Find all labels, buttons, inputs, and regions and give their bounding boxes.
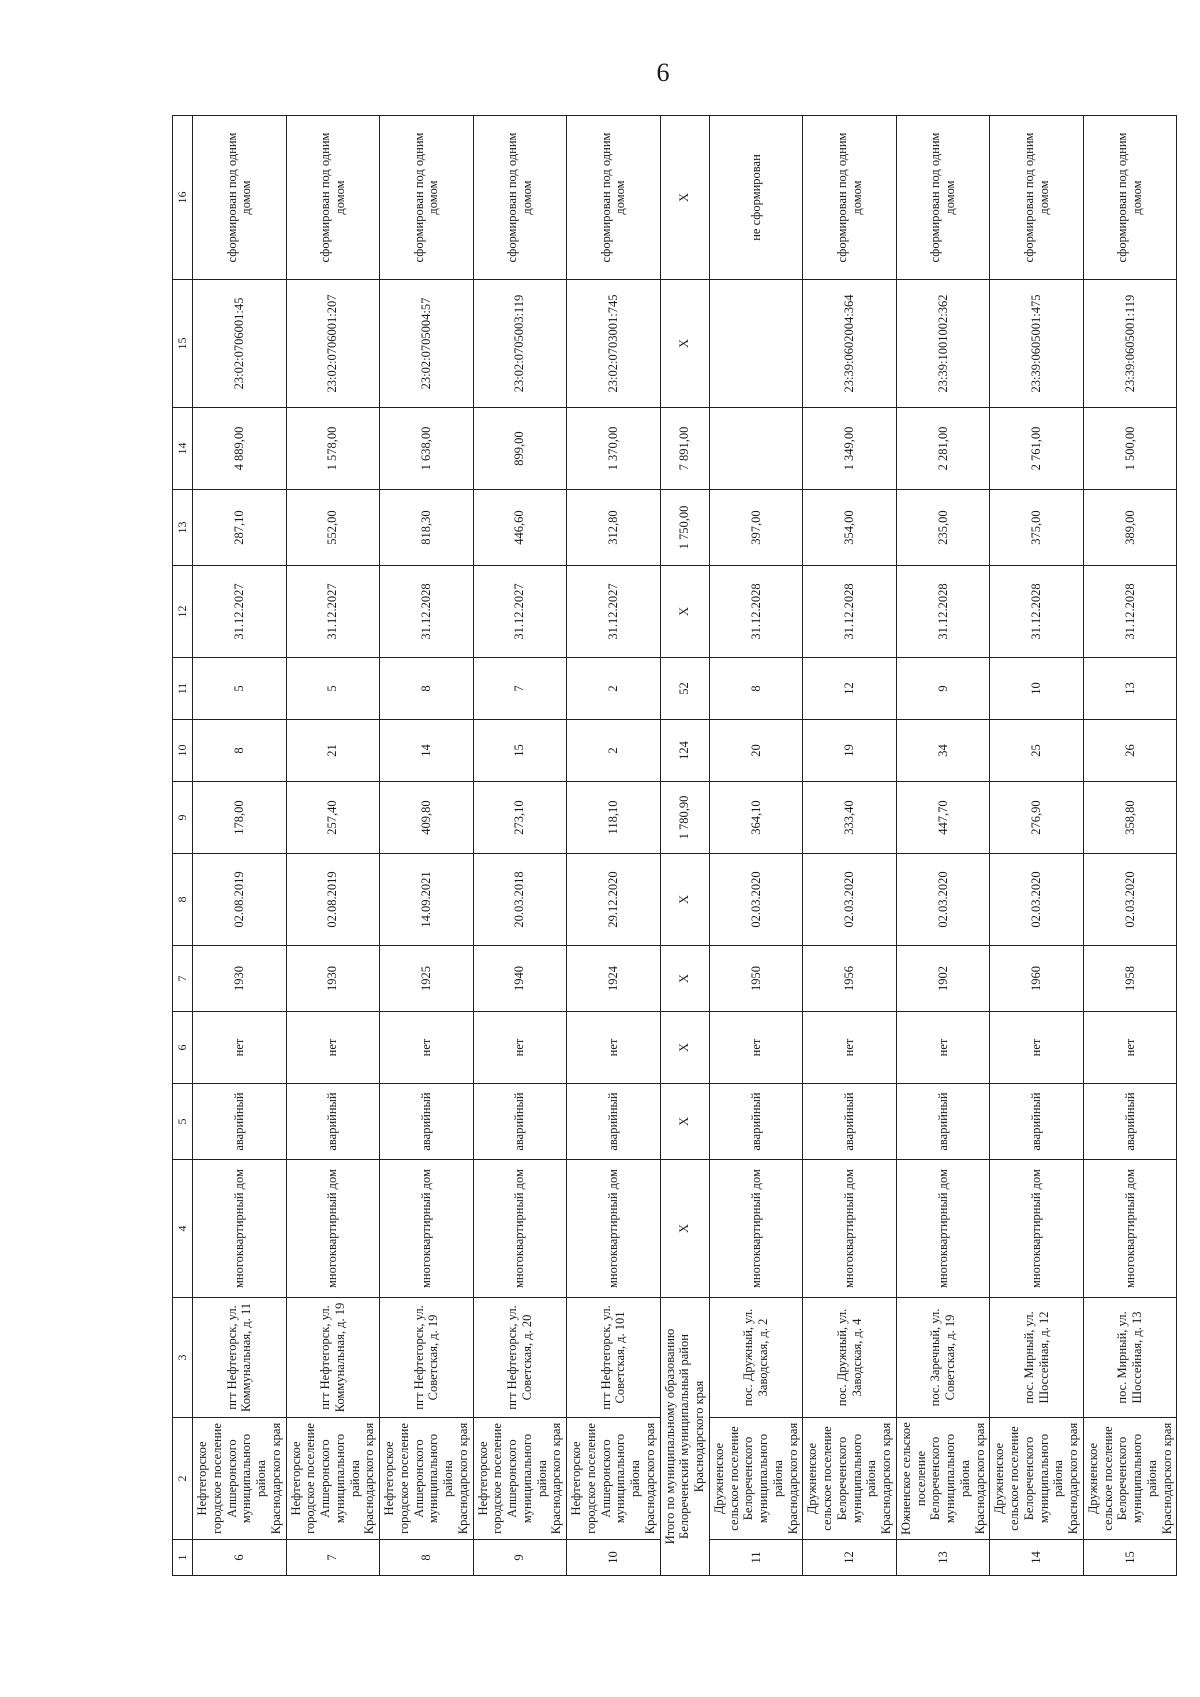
total-cell-col-10: 124 — [660, 720, 709, 782]
table-cell-col-15: 23:02:0703001:745 — [567, 280, 661, 408]
table-cell-col-3: пгт Нефтегорск, ул. Советская, д. 20 — [473, 1298, 567, 1418]
column-number-2: 2 — [173, 1418, 193, 1540]
table-cell-col-15 — [709, 280, 803, 408]
table-cell-col-8: 02.03.2020 — [709, 854, 803, 946]
rotated-table-container — [172, 116, 1174, 1576]
table-cell-col-5: аварийный — [286, 1084, 380, 1160]
column-number-14: 14 — [173, 408, 193, 490]
table-cell-col-14: 1 638,00 — [380, 408, 474, 490]
table-cell-col-2: Дружненское сельское поселение Белореченского муниципального района Краснодарского края — [803, 1418, 897, 1540]
table-cell-col-3: пгт Нефтегорск, ул. Советская, д. 19 — [380, 1298, 474, 1418]
table-cell-col-7: 1956 — [803, 946, 897, 1012]
table-cell-col-1: 10 — [567, 1540, 661, 1576]
total-cell-col-6: X — [660, 1012, 709, 1084]
table-cell-col-2: Нефтегорское городское поселение Апшеронского муниципального района Краснодарского края — [286, 1418, 380, 1540]
table-cell-col-1: 9 — [473, 1540, 567, 1576]
table-cell-col-16: сформирован под одним домом — [473, 116, 567, 280]
table-cell-col-1: 14 — [990, 1540, 1084, 1576]
total-cell-col-11: 52 — [660, 658, 709, 720]
table-cell-col-11: 12 — [803, 658, 897, 720]
table-cell-col-12: 31.12.2028 — [1083, 566, 1177, 658]
table-cell-col-3: пос. Мирный, ул. Шоссейная, д. 12 — [990, 1298, 1084, 1418]
column-number-row — [173, 116, 193, 1576]
table-cell-col-12: 31.12.2027 — [286, 566, 380, 658]
table-cell-col-16: сформирован под одним домом — [380, 116, 474, 280]
table-cell-col-3: пос. Заречный, ул. Советская, д. 19 — [896, 1298, 990, 1418]
table-cell-col-12: 31.12.2028 — [709, 566, 803, 658]
table-cell-col-6: нет — [803, 1012, 897, 1084]
table-cell-col-12: 31.12.2027 — [193, 566, 287, 658]
table-cell-col-16: сформирован под одним домом — [803, 116, 897, 280]
table-cell-col-13: 552,00 — [286, 490, 380, 566]
total-cell-col-15: X — [660, 280, 709, 408]
table-cell-col-15: 23:02:0706001:45 — [193, 280, 287, 408]
table-row — [567, 116, 661, 1576]
table-cell-col-3: пгт Нефтегорск, ул. Коммунальная, д. 11 — [193, 1298, 287, 1418]
table-cell-col-7: 1924 — [567, 946, 661, 1012]
column-number-13: 13 — [173, 490, 193, 566]
table-cell-col-13: 389,00 — [1083, 490, 1177, 566]
table-cell-col-10: 8 — [193, 720, 287, 782]
table-cell-col-2: Южненское сельское поселение Белореченского муниципального района Краснодарского края — [896, 1418, 990, 1540]
table-cell-col-16: сформирован под одним домом — [567, 116, 661, 280]
table-cell-col-7: 1930 — [286, 946, 380, 1012]
table-cell-col-10: 21 — [286, 720, 380, 782]
table-cell-col-8: 02.03.2020 — [803, 854, 897, 946]
table-cell-col-15: 23:02:0705003:119 — [473, 280, 567, 408]
table-cell-col-14: 899,00 — [473, 408, 567, 490]
table-cell-col-1: 7 — [286, 1540, 380, 1576]
table-cell-col-15: 23:39:0605001:475 — [990, 280, 1084, 408]
table-cell-col-14: 1 370,00 — [567, 408, 661, 490]
table-cell-col-13: 397,00 — [709, 490, 803, 566]
table-cell-col-14 — [709, 408, 803, 490]
total-cell-col-8: X — [660, 854, 709, 946]
column-number-5: 5 — [173, 1084, 193, 1160]
table-cell-col-4: многоквартирный дом — [193, 1160, 287, 1298]
table-cell-col-4: многоквартирный дом — [473, 1160, 567, 1298]
table-cell-col-11: 8 — [380, 658, 474, 720]
table-cell-col-4: многоквартирный дом — [803, 1160, 897, 1298]
table-cell-col-5: аварийный — [567, 1084, 661, 1160]
table-cell-col-10: 25 — [990, 720, 1084, 782]
total-row — [660, 116, 709, 1576]
column-number-6: 6 — [173, 1012, 193, 1084]
table-cell-col-15: 23:39:1001002:362 — [896, 280, 990, 408]
column-number-9: 9 — [173, 782, 193, 854]
table-row — [473, 116, 567, 1576]
table-cell-col-1: 8 — [380, 1540, 474, 1576]
total-cell-col-12: X — [660, 566, 709, 658]
table-cell-col-12: 31.12.2027 — [473, 566, 567, 658]
column-number-10: 10 — [173, 720, 193, 782]
table-cell-col-7: 1958 — [1083, 946, 1177, 1012]
table-cell-col-15: 23:02:0705004:57 — [380, 280, 474, 408]
table-cell-col-7: 1930 — [193, 946, 287, 1012]
table-cell-col-8: 02.08.2019 — [193, 854, 287, 946]
total-cell-col-4: X — [660, 1160, 709, 1298]
total-cell-col-7: X — [660, 946, 709, 1012]
table-cell-col-12: 31.12.2028 — [803, 566, 897, 658]
table-cell-col-5: аварийный — [896, 1084, 990, 1160]
table-cell-col-13: 235,00 — [896, 490, 990, 566]
total-row-label: Итого по муниципальному образованию Белореченский муниципальный район Краснодарского края — [660, 1298, 709, 1576]
table-cell-col-6: нет — [896, 1012, 990, 1084]
table-cell-col-10: 19 — [803, 720, 897, 782]
total-cell-col-14: 7 891,00 — [660, 408, 709, 490]
table-cell-col-11: 7 — [473, 658, 567, 720]
table-cell-col-13: 818,30 — [380, 490, 474, 566]
table-cell-col-4: многоквартирный дом — [990, 1160, 1084, 1298]
table-cell-col-4: многоквартирный дом — [567, 1160, 661, 1298]
table-cell-col-14: 1 578,00 — [286, 408, 380, 490]
table-cell-col-11: 5 — [286, 658, 380, 720]
table-cell-col-11: 5 — [193, 658, 287, 720]
table-cell-col-2: Нефтегорское городское поселение Апшеронского муниципального района Краснодарского края — [567, 1418, 661, 1540]
column-number-15: 15 — [173, 280, 193, 408]
table-cell-col-16: сформирован под одним домом — [990, 116, 1084, 280]
table-cell-col-5: аварийный — [990, 1084, 1084, 1160]
table-cell-col-6: нет — [380, 1012, 474, 1084]
table-cell-col-16: сформирован под одним домом — [896, 116, 990, 280]
table-cell-col-10: 15 — [473, 720, 567, 782]
table-cell-col-14: 1 349,00 — [803, 408, 897, 490]
table-cell-col-3: пгт Нефтегорск, ул. Коммунальная, д. 19 — [286, 1298, 380, 1418]
table-cell-col-8: 14.09.2021 — [380, 854, 474, 946]
table-row — [380, 116, 474, 1576]
table-cell-col-13: 287,10 — [193, 490, 287, 566]
table-cell-col-4: многоквартирный дом — [896, 1160, 990, 1298]
table-cell-col-13: 354,00 — [803, 490, 897, 566]
page-number: 6 — [656, 58, 670, 87]
column-number-11: 11 — [173, 658, 193, 720]
table-cell-col-3: пос. Мирный, ул. Шоссейная, д. 13 — [1083, 1298, 1177, 1418]
table-cell-col-11: 13 — [1083, 658, 1177, 720]
table-cell-col-9: 257,40 — [286, 782, 380, 854]
table-cell-col-10: 14 — [380, 720, 474, 782]
column-number-8: 8 — [173, 854, 193, 946]
table-cell-col-3: пос. Дружный, ул. Заводская, д. 4 — [803, 1298, 897, 1418]
table-cell-col-5: аварийный — [473, 1084, 567, 1160]
table-cell-col-1: 15 — [1083, 1540, 1177, 1576]
table-cell-col-2: Дружненское сельское поселение Белореченского муниципального района Краснодарского края — [1083, 1418, 1177, 1540]
table-cell-col-8: 20.03.2018 — [473, 854, 567, 946]
table-cell-col-6: нет — [709, 1012, 803, 1084]
table-cell-col-2: Дружненское сельское поселение Белореченского муниципального района Краснодарского края — [709, 1418, 803, 1540]
table-cell-col-3: пос. Дружный, ул. Заводская, д. 2 — [709, 1298, 803, 1418]
column-number-3: 3 — [173, 1298, 193, 1418]
column-number-12: 12 — [173, 566, 193, 658]
table-cell-col-9: 409,80 — [380, 782, 474, 854]
table-cell-col-11: 10 — [990, 658, 1084, 720]
table-cell-col-10: 26 — [1083, 720, 1177, 782]
table-cell-col-4: многоквартирный дом — [1083, 1160, 1177, 1298]
table-cell-col-9: 273,10 — [473, 782, 567, 854]
table-cell-col-16: сформирован под одним домом — [286, 116, 380, 280]
table-row — [990, 116, 1084, 1576]
table-cell-col-6: нет — [567, 1012, 661, 1084]
table-cell-col-12: 31.12.2027 — [567, 566, 661, 658]
table-cell-col-14: 4 889,00 — [193, 408, 287, 490]
column-number-1: 1 — [173, 1540, 193, 1576]
table-cell-col-16: сформирован под одним домом — [1083, 116, 1177, 280]
table-cell-col-11: 9 — [896, 658, 990, 720]
table-cell-col-7: 1950 — [709, 946, 803, 1012]
table-cell-col-8: 29.12.2020 — [567, 854, 661, 946]
column-number-16: 16 — [173, 116, 193, 280]
table-cell-col-2: Дружненское сельское поселение Белореченского муниципального района Краснодарского края — [990, 1418, 1084, 1540]
table-cell-col-5: аварийный — [803, 1084, 897, 1160]
table-cell-col-16: не сформирован — [709, 116, 803, 280]
total-cell-col-16: X — [660, 116, 709, 280]
table-cell-col-4: многоквартирный дом — [286, 1160, 380, 1298]
table-cell-col-9: 364,10 — [709, 782, 803, 854]
table-cell-col-6: нет — [286, 1012, 380, 1084]
table-cell-col-12: 31.12.2028 — [990, 566, 1084, 658]
table-cell-col-16: сформирован под одним домом — [193, 116, 287, 280]
table-cell-col-6: нет — [1083, 1012, 1177, 1084]
table-cell-col-13: 312,80 — [567, 490, 661, 566]
table-cell-col-7: 1925 — [380, 946, 474, 1012]
table-cell-col-14: 2 761,00 — [990, 408, 1084, 490]
table-cell-col-7: 1902 — [896, 946, 990, 1012]
table-cell-col-10: 2 — [567, 720, 661, 782]
table-cell-col-14: 2 281,00 — [896, 408, 990, 490]
table-cell-col-1: 13 — [896, 1540, 990, 1576]
table-cell-col-12: 31.12.2028 — [896, 566, 990, 658]
table-row — [286, 116, 380, 1576]
table-cell-col-10: 34 — [896, 720, 990, 782]
table-cell-col-9: 118,10 — [567, 782, 661, 854]
table-cell-col-5: аварийный — [193, 1084, 287, 1160]
table-row — [1083, 116, 1177, 1576]
table-cell-col-12: 31.12.2028 — [380, 566, 474, 658]
table-cell-col-2: Нефтегорское городское поселение Апшеронского муниципального района Краснодарского края — [473, 1418, 567, 1540]
table-cell-col-13: 375,00 — [990, 490, 1084, 566]
table-cell-col-14: 1 500,00 — [1083, 408, 1177, 490]
table-row — [709, 116, 803, 1576]
table-cell-col-6: нет — [473, 1012, 567, 1084]
table-cell-col-6: нет — [193, 1012, 287, 1084]
table-cell-col-9: 358,80 — [1083, 782, 1177, 854]
table-cell-col-8: 02.03.2020 — [896, 854, 990, 946]
table-cell-col-10: 20 — [709, 720, 803, 782]
table-cell-col-8: 02.03.2020 — [1083, 854, 1177, 946]
table-cell-col-9: 333,40 — [803, 782, 897, 854]
table-cell-col-9: 276,90 — [990, 782, 1084, 854]
table-row — [193, 116, 287, 1576]
table-cell-col-9: 447,70 — [896, 782, 990, 854]
table-cell-col-11: 8 — [709, 658, 803, 720]
table-cell-col-1: 12 — [803, 1540, 897, 1576]
table-cell-col-5: аварийный — [709, 1084, 803, 1160]
total-cell-col-9: 1 780,90 — [660, 782, 709, 854]
table-cell-col-1: 11 — [709, 1540, 803, 1576]
table-cell-col-15: 23:02:0706001:207 — [286, 280, 380, 408]
table-cell-col-5: аварийный — [1083, 1084, 1177, 1160]
table-cell-col-13: 446,60 — [473, 490, 567, 566]
table-row — [803, 116, 897, 1576]
table-cell-col-9: 178,00 — [193, 782, 287, 854]
table-cell-col-15: 23:39:0605001:119 — [1083, 280, 1177, 408]
table-cell-col-2: Нефтегорское городское поселение Апшеронского муниципального района Краснодарского края — [380, 1418, 474, 1540]
table-cell-col-6: нет — [990, 1012, 1084, 1084]
table-cell-col-7: 1940 — [473, 946, 567, 1012]
table-cell-col-11: 2 — [567, 658, 661, 720]
table-cell-col-8: 02.03.2020 — [990, 854, 1084, 946]
column-number-7: 7 — [173, 946, 193, 1012]
table-cell-col-5: аварийный — [380, 1084, 474, 1160]
table-body — [193, 116, 1177, 1576]
table-cell-col-4: многоквартирный дом — [709, 1160, 803, 1298]
table-row — [896, 116, 990, 1576]
total-cell-col-5: X — [660, 1084, 709, 1160]
total-cell-col-13: 1 750,00 — [660, 490, 709, 566]
table-cell-col-15: 23:39:0602004:364 — [803, 280, 897, 408]
table-cell-col-3: пгт Нефтегорск, ул. Советская, д. 101 — [567, 1298, 661, 1418]
table-cell-col-7: 1960 — [990, 946, 1084, 1012]
table-cell-col-8: 02.08.2019 — [286, 854, 380, 946]
column-number-4: 4 — [173, 1160, 193, 1298]
table-cell-col-2: Нефтегорское городское поселение Апшеронского муниципального района Краснодарского края — [193, 1418, 287, 1540]
table-cell-col-1: 6 — [193, 1540, 287, 1576]
housing-table — [172, 115, 1177, 1576]
table-cell-col-4: многоквартирный дом — [380, 1160, 474, 1298]
